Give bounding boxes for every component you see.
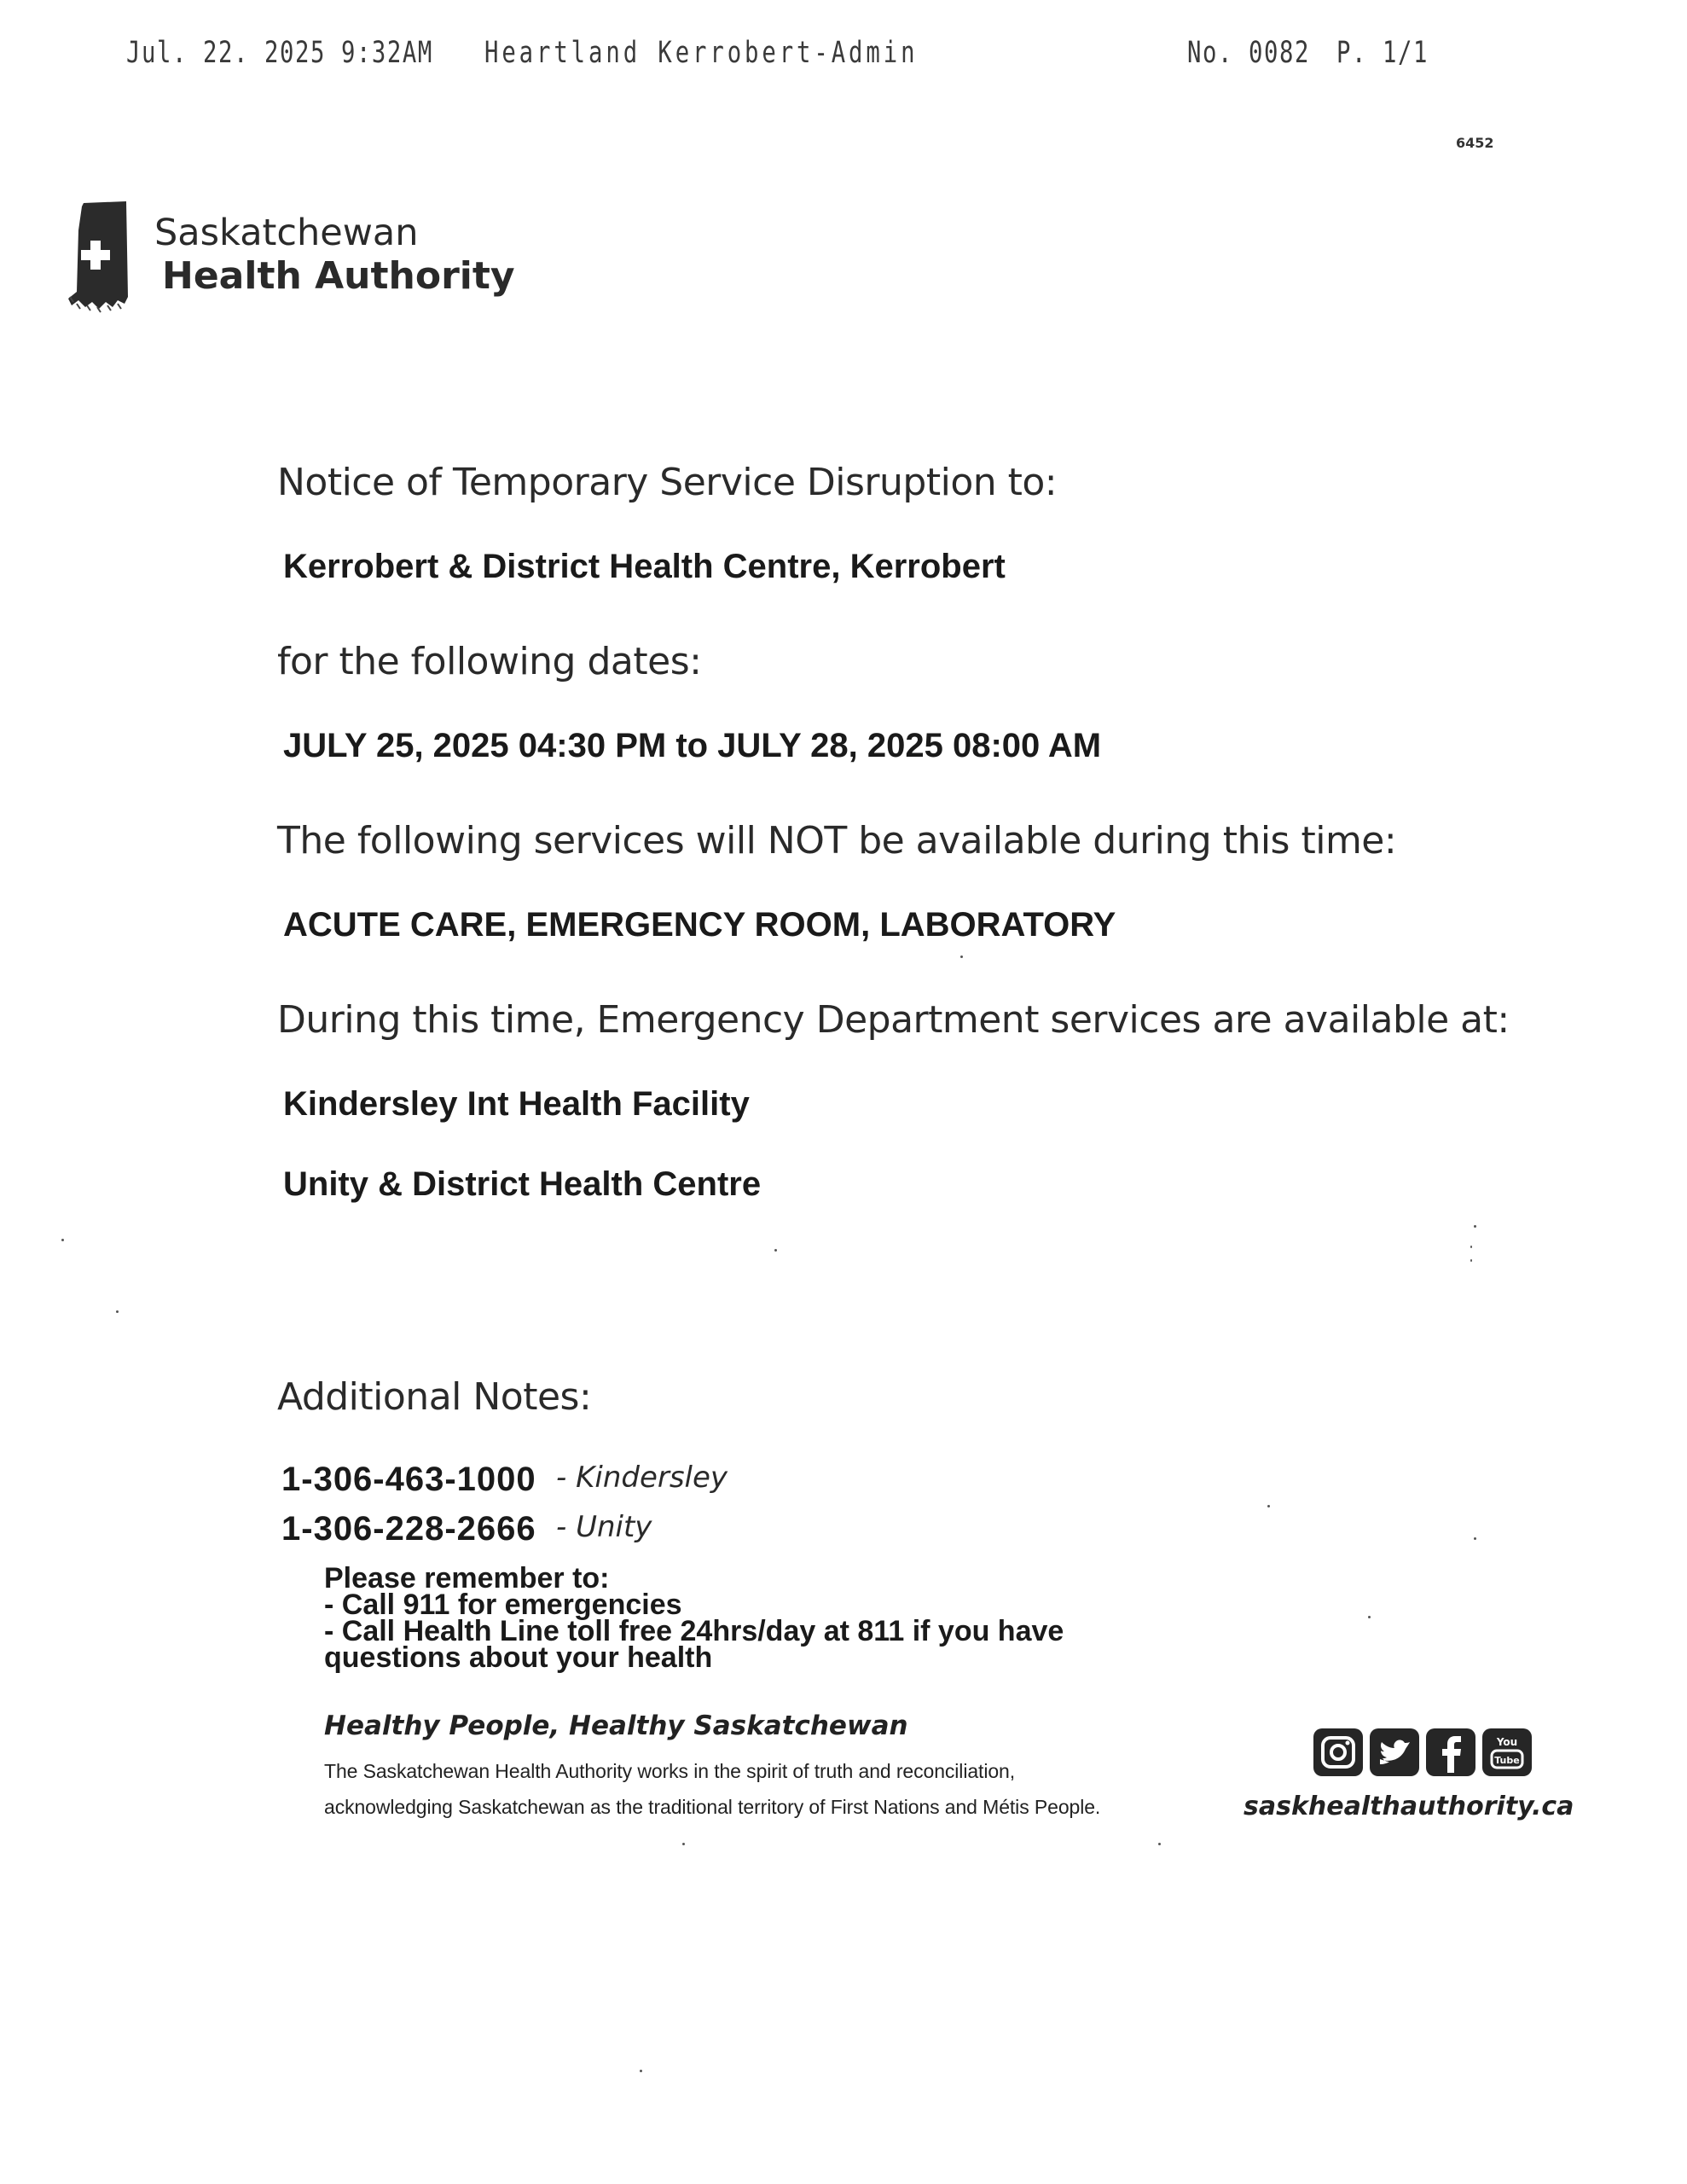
scan-speck (682, 1843, 685, 1845)
logo-line-1: Saskatchewan (154, 212, 419, 254)
youtube-icon (1482, 1728, 1532, 1776)
scan-speck (1474, 1537, 1476, 1540)
scan-speck (1267, 1505, 1270, 1507)
reminder-line: Please remember to: (324, 1562, 610, 1594)
scan-speck (640, 2070, 642, 2072)
scan-speck (1368, 1616, 1371, 1618)
scan-speck (61, 1239, 64, 1241)
unavailable-services: ACUTE CARE, EMERGENCY ROOM, LABORATORY (283, 906, 1116, 944)
facebook-icon (1426, 1728, 1475, 1776)
saskatchewan-cross-icon (65, 196, 142, 316)
acknowledgement-line: acknowledging Saskatchewan as the traditional territory of First Nations and Métis People. (324, 1796, 1101, 1818)
phone-number: 1-306-228-2666 (281, 1510, 536, 1548)
alternatives-intro: During this time, Emergency Department services are available at: (277, 998, 1510, 1042)
reminder-line: questions about your health (324, 1641, 713, 1674)
alternative-facility: Unity & District Health Centre (283, 1165, 762, 1203)
logo (65, 196, 515, 324)
social-icons (1312, 1725, 1535, 1780)
acknowledgement-line: The Saskatchewan Health Authority works in the spirit of truth and reconciliation, (324, 1760, 1015, 1782)
additional-notes-heading: Additional Notes: (277, 1375, 592, 1419)
phone-note: - Unity (556, 1510, 652, 1544)
scan-speck (1470, 1259, 1472, 1262)
twitter-icon (1370, 1728, 1419, 1776)
scan-speck (1474, 1225, 1476, 1228)
dates-intro: for the following dates: (277, 640, 702, 683)
tagline: Healthy People, Healthy Saskatchewan (324, 1711, 908, 1741)
fax-page: P. 1/1 (1336, 36, 1429, 70)
reminder-line: - Call Health Line toll free 24hrs/day at 811 if you have (324, 1615, 1064, 1647)
phone-number: 1-306-463-1000 (281, 1461, 536, 1498)
fax-sender: Heartland Kerrobert-Admin (484, 36, 919, 70)
fax-header (0, 36, 1687, 78)
scan-speck (1470, 1246, 1472, 1248)
alternative-facility: Kindersley Int Health Facility (283, 1085, 750, 1123)
fax-number: No. 0082 (1187, 36, 1310, 70)
reminder-line: - Call 911 for emergencies (324, 1589, 682, 1621)
disruption-dates: JULY 25, 2025 04:30 PM to JULY 28, 2025 08:00 AM (283, 727, 1102, 764)
phone-note: - Kindersley (556, 1461, 728, 1495)
website-link[interactable]: saskhealthauthority.ca (1244, 1792, 1574, 1821)
instagram-icon (1313, 1728, 1363, 1776)
notice-intro: Notice of Temporary Service Disruption to: (277, 461, 1058, 504)
scan-speck (116, 1310, 119, 1313)
scan-speck (774, 1249, 777, 1252)
facility-name: Kerrobert & District Health Centre, Kerrobert (283, 548, 1006, 585)
fax-datetime: Jul. 22. 2025 9:32AM (126, 36, 433, 70)
youtube-label: Tube (1494, 1755, 1520, 1766)
services-intro: The following services will NOT be available during this time: (277, 819, 1397, 863)
reminders (324, 1562, 1064, 1674)
scan-speck (960, 956, 963, 958)
scan-speck (1158, 1843, 1161, 1845)
logo-line-2: Health Authority (162, 254, 515, 298)
stamp-code: 6452 (1456, 135, 1494, 151)
youtube-label: You (1496, 1736, 1518, 1748)
